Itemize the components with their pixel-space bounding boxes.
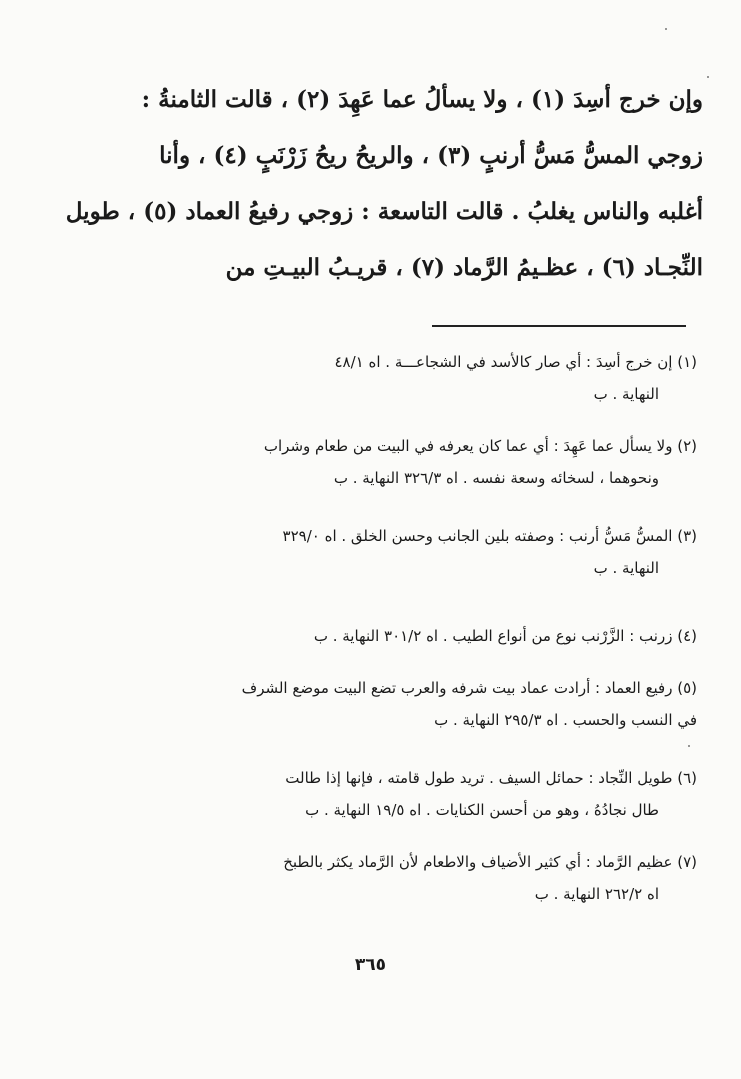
main-text-line: زوجي المسُّ مَسُّ أرنبٍ (٣) ، والريحُ ريحُ زَرْنَبٍ (٤) ، وأنا: [159, 142, 703, 169]
footnote-line: اه ٢٦٢/٢ النهاية . ب: [534, 885, 659, 903]
footnote-line: في النسب والحسب . اه ٢٩٥/٣ النهاية . ب: [434, 711, 697, 729]
footnote-line: ونحوهما ، لسخائه وسعة نفسه . اه ٣٢٦/٣ النهاية . ب: [333, 469, 659, 487]
footnote-line: النهاية . ب: [593, 385, 659, 403]
main-text-body: [65, 72, 703, 296]
page-number: ٣٦٥: [354, 955, 387, 975]
footnote-line: (٥) رفيع العماد : أرادت عماد بيت شرفه والعرب تضع البيت موضع الشرف: [241, 679, 697, 697]
footnote-line: طال نجادُهُ ، وهو من أحسن الكنايات . اه ١٩/٥ النهاية . ب: [305, 801, 659, 819]
main-text-line: النِّجـاد (٦) ، عظـيمُ الرَّماد (٧) ، قريـبُ البيـتِ من: [225, 254, 703, 281]
footnote-3: [110, 520, 697, 584]
scan-speck: [665, 28, 667, 30]
footnote-line: (٣) المسُّ مَسُّ أرنب : وصفته بلين الجانب وحسن الخلق . اه ٣٢٩/٠: [282, 527, 697, 545]
footnote-line: النهاية . ب: [593, 559, 659, 577]
main-text-line: أغلبه والناس يغلبُ . قالت التاسعة : زوجي رفيعُ العماد (٥) ، طويل: [65, 198, 703, 225]
footnote-4: [110, 620, 697, 652]
scan-speck: [707, 76, 709, 78]
main-text-line: وإن خرج أسِدَ (١) ، ولا يسألُ عما عَهِدَ (٢) ، قالت الثامنةُ :: [141, 86, 703, 113]
footnote-7: [110, 846, 697, 910]
footnote-line: (١) إن خرج أسِدَ : أي صار كالأسد في الشجاعـــة . اه ٤٨/١: [334, 353, 697, 371]
footnote-5: [110, 672, 697, 736]
footnote-6: [110, 762, 697, 826]
footnote-1: [110, 346, 697, 410]
footnote-line: (٢) ولا يسأل عما عَهِدَ : أي عما كان يعرفه في البيت من طعام وشراب: [263, 437, 697, 455]
footnote-2: [110, 430, 697, 494]
footnote-line: (٦) طويل النِّجاد : حمائل السيف . تريد طول قامته ، فإنها إذا طالت: [285, 769, 697, 787]
scan-speck: [688, 745, 690, 747]
footnote-separator-rule: [432, 325, 686, 327]
footnote-line: (٧) عظيم الرَّماد : أي كثير الأضياف والاطعام لأن الرَّماد يكثر بالطبخ: [283, 853, 697, 871]
footnote-line: (٤) زرنب : الزَّرْنب نوع من أنواع الطيب . اه ٣٠١/٢ النهاية . ب: [313, 627, 697, 645]
